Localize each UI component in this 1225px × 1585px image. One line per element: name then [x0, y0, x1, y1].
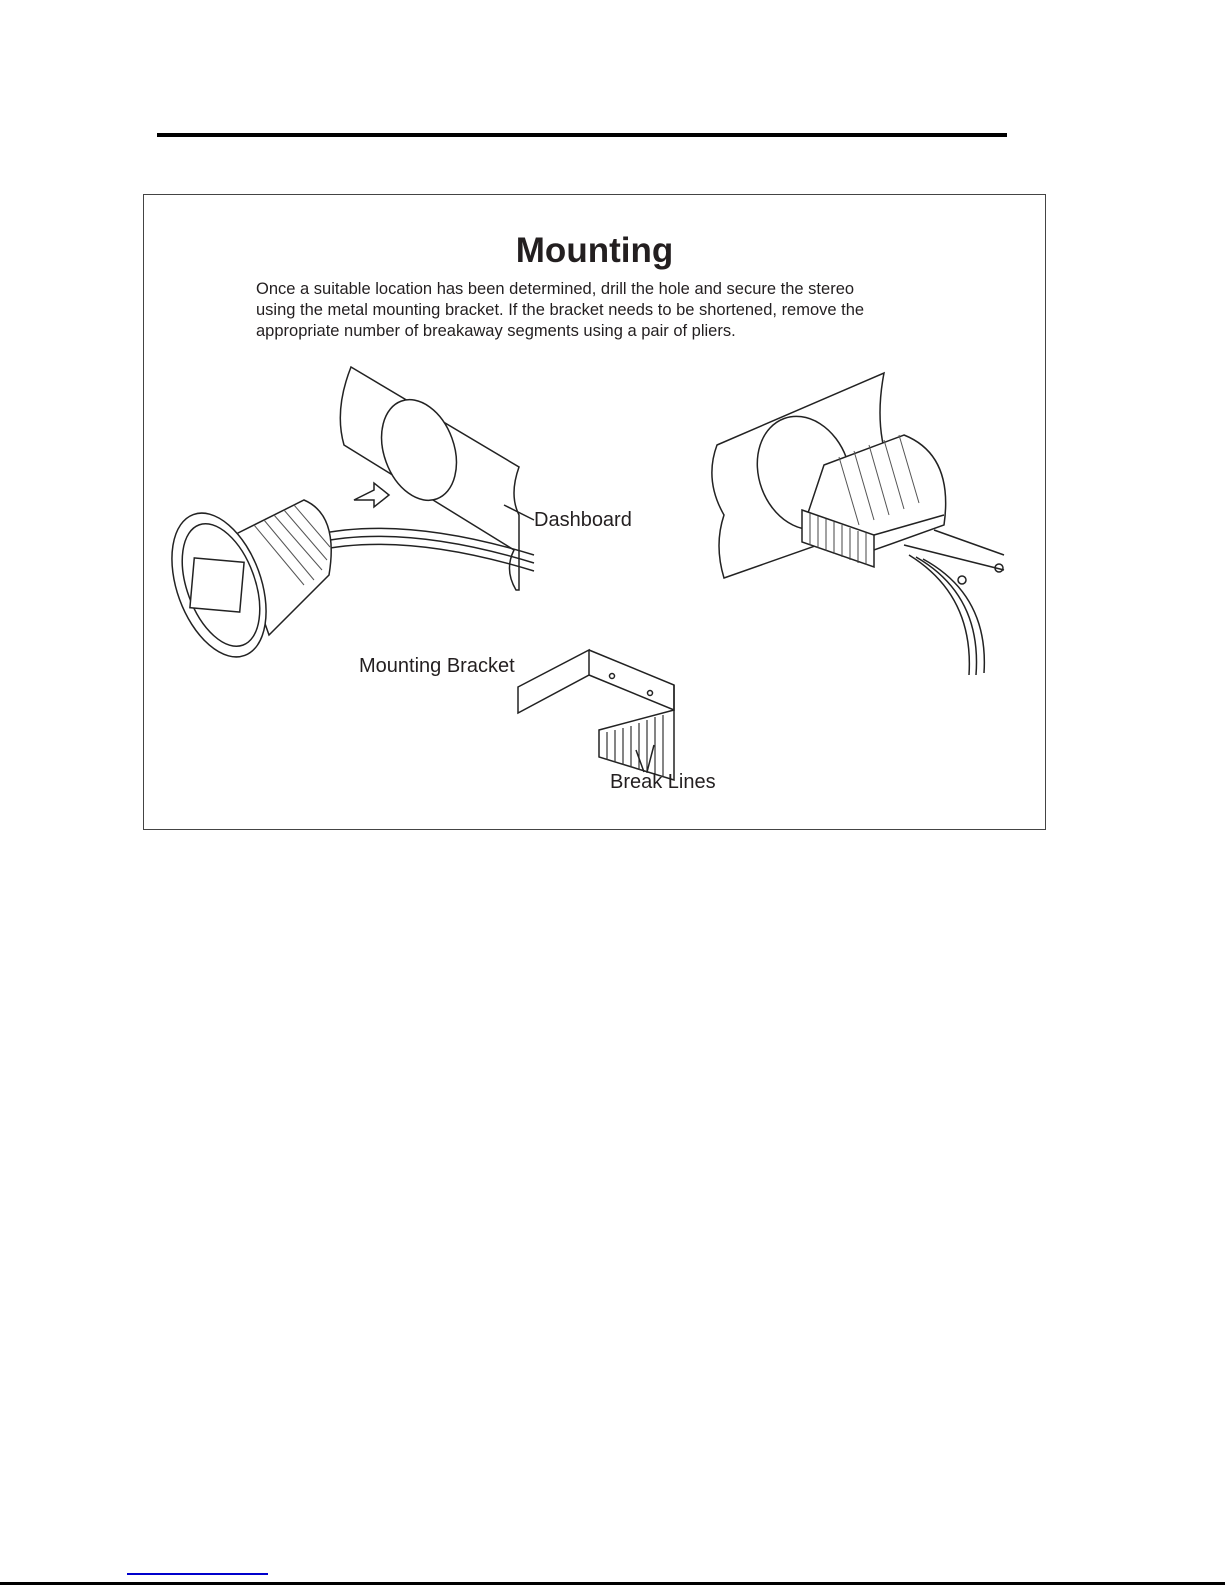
hyperlink-underline[interactable]: [127, 1573, 268, 1575]
dashboard-label: Dashboard: [534, 509, 632, 531]
figure-title: Mounting: [515, 231, 674, 270]
mounting-figure: [143, 194, 1046, 830]
mounting-bracket-label: Mounting Bracket: [359, 655, 515, 677]
break-lines-label: Break Lines: [610, 771, 716, 793]
header-rule: [157, 133, 1007, 137]
figure-description: Once a suitable location has been determined, drill the hole and secure the stereo using the metal mounting bracket. If the bracket needs to be shortened, remove the appropriate number of breakaway segments using a pair of pliers.: [256, 280, 865, 340]
